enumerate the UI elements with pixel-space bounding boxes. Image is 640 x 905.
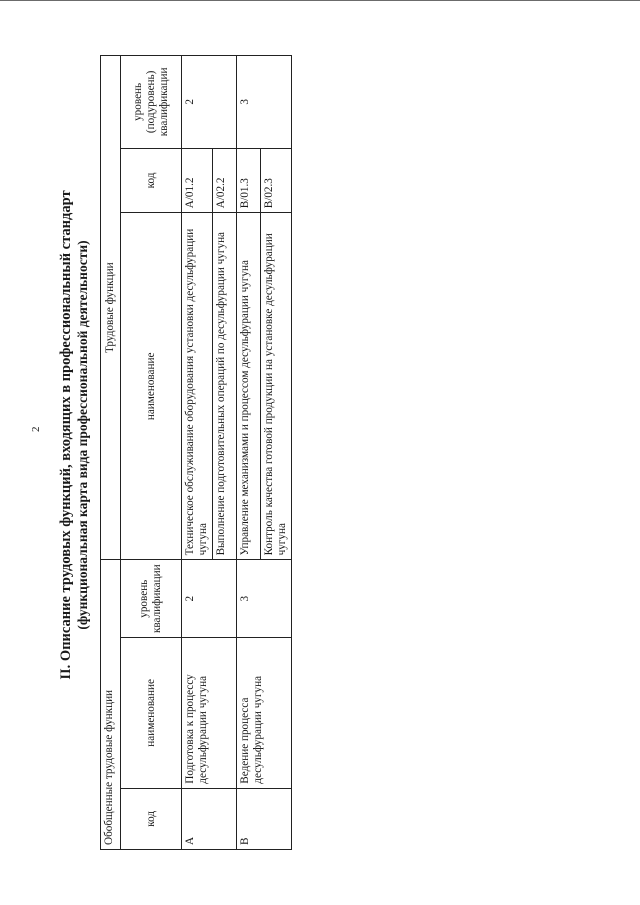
col-sublevel-header: уровень (подуровень) квалификации [121, 56, 182, 149]
function-level: 3 [237, 56, 292, 149]
row-name: Ведение процесса десульфурации чугуна [237, 638, 292, 789]
functional-map-table [100, 55, 292, 850]
function-code: A/02.2 [213, 148, 237, 213]
table-row [182, 56, 213, 850]
function-name: Техническое обслуживание оборудования установки десульфурации чугуна [182, 213, 213, 560]
function-code: B/02.3 [261, 148, 292, 213]
rotated-page-content [58, 20, 293, 850]
generalized-functions-header: Обобщенные трудовые функции [101, 560, 121, 850]
section-subtitle: (функциональная карта вида профессиональной деятельности) [75, 240, 90, 630]
section-title: II. Описание трудовых функций, входящих в профессиональный стандарт [58, 190, 74, 680]
scan-edge-line [0, 0, 640, 1]
row-code: B [237, 788, 292, 849]
col-labor-name-header: наименование [121, 213, 182, 560]
function-code: A/01.2 [182, 148, 213, 213]
page-number: 2 [30, 426, 42, 432]
table-subheader-row [121, 56, 182, 850]
function-name: Выполнение подготовительных операций по десульфурации чугуна [213, 213, 237, 560]
col-labor-code-header: код [121, 148, 182, 213]
col-code-header: код [121, 788, 182, 849]
row-level: 2 [182, 560, 237, 638]
labor-functions-header: Трудовые функции [101, 56, 121, 560]
row-name: Подготовка к процессу десульфурации чугуна [182, 638, 237, 789]
row-level: 3 [237, 560, 292, 638]
function-name: Управление механизмами и процессом десульфурации чугуна [237, 213, 261, 560]
function-level: 2 [182, 56, 237, 149]
table-header-row [101, 56, 121, 850]
col-name-header: наименование [121, 638, 182, 789]
row-code: A [182, 788, 237, 849]
table-row [237, 56, 261, 850]
function-code: B/01.3 [237, 148, 261, 213]
function-name: Контроль качества готовой продукции на установке десульфурации чугуна [261, 213, 292, 560]
col-level-header: уровень квалификации [121, 560, 182, 638]
